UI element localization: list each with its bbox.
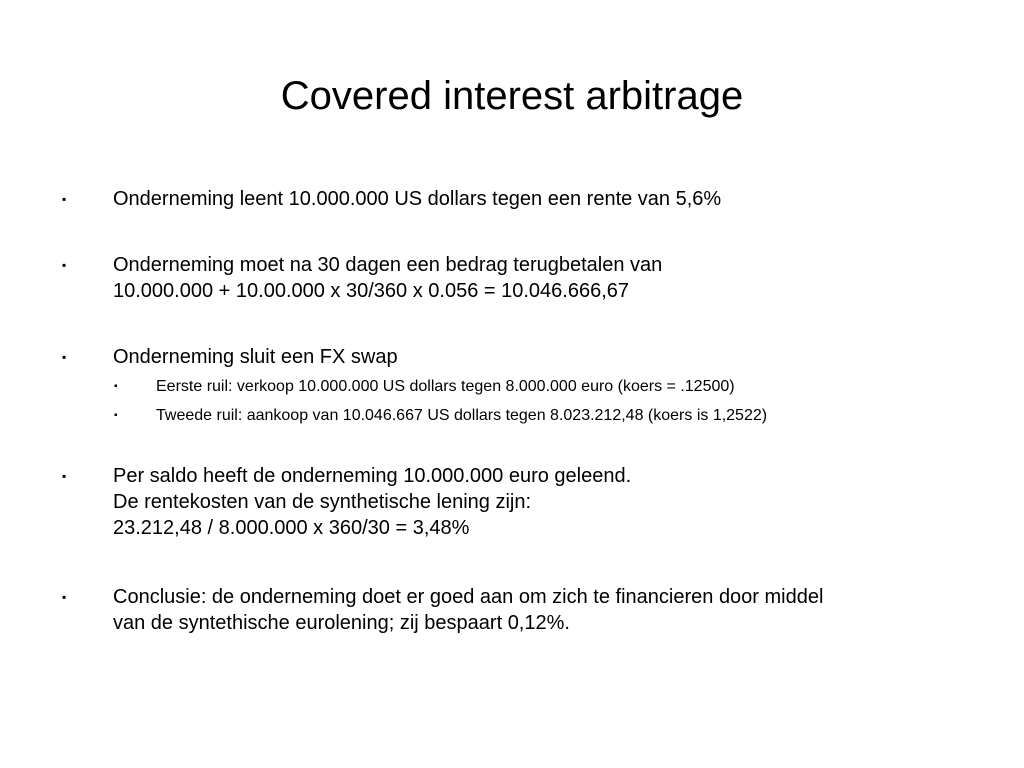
bullet-marker: ▪ xyxy=(62,590,67,604)
bullet-line: Conclusie: de onderneming doet er goed aan om zich te financieren door middel xyxy=(113,586,824,608)
bullet-text xyxy=(113,463,943,541)
bullet-line: De rentekosten van de synthetische lening zijn: xyxy=(113,491,532,513)
sub-bullet-marker: ▪ xyxy=(114,381,118,392)
bullet-line: Per saldo heeft de onderneming 10.000.000 euro geleend. xyxy=(113,465,632,487)
sub-bullet-text: Tweede ruil: aankoop van 10.046.667 US dollars tegen 8.023.212,48 (koers is 1,2522) xyxy=(156,407,768,424)
bullet-text xyxy=(113,186,943,212)
bullet-marker: ▪ xyxy=(62,258,67,272)
sub-bullet-text: Eerste ruil: verkoop 10.000.000 US dollars tegen 8.000.000 euro (koers = .12500) xyxy=(156,378,735,395)
bullet-line: 23.212,48 / 8.000.000 x 360/30 = 3,48% xyxy=(113,517,470,539)
bullet-line: Onderneming sluit een FX swap xyxy=(113,346,398,368)
bullet-line: Onderneming moet na 30 dagen een bedrag terugbetalen van xyxy=(113,254,663,276)
bullet-text xyxy=(113,252,943,304)
bullet-marker: ▪ xyxy=(62,350,67,364)
bullet-line: van de syntethische eurolening; zij bespaart 0,12%. xyxy=(113,612,570,634)
bullet-line: Onderneming leent 10.000.000 US dollars tegen een rente van 5,6% xyxy=(113,188,722,210)
sub-bullet-marker: ▪ xyxy=(114,410,118,421)
bullet-line: 10.000.000 + 10.00.000 x 30/360 x 0.056 = 10.046.666,67 xyxy=(113,280,630,302)
bullet-text xyxy=(113,584,943,636)
bullet-marker: ▪ xyxy=(62,192,67,206)
bullet-text xyxy=(113,344,943,370)
slide-title: Covered interest arbitrage xyxy=(280,74,744,118)
bullet-marker: ▪ xyxy=(62,469,67,483)
